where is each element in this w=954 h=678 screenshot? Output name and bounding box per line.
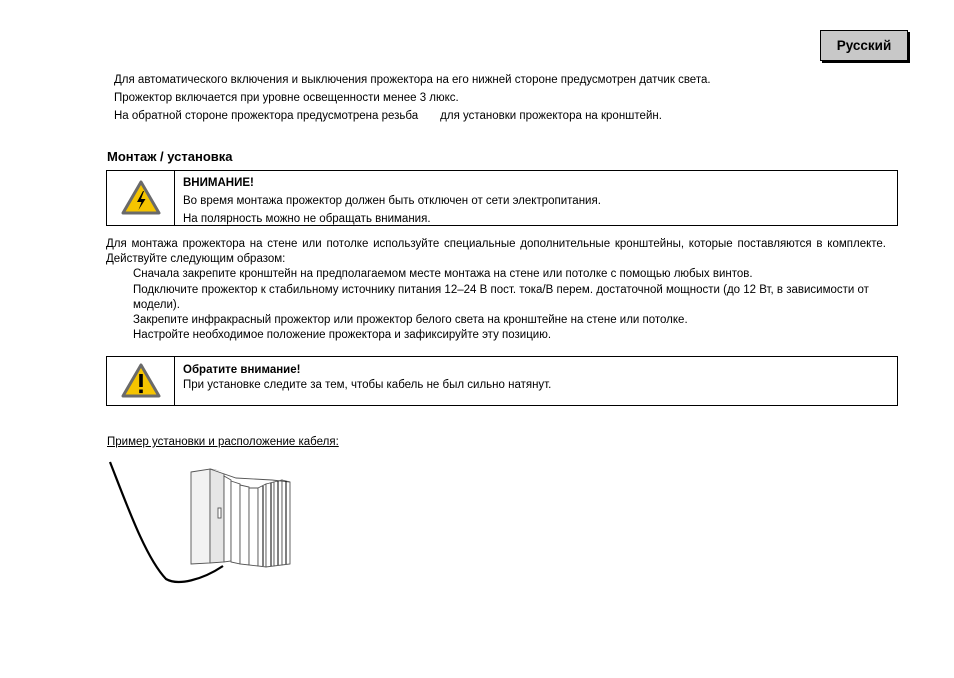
- example-caption: Пример установки и расположение кабеля:: [107, 436, 339, 448]
- note-title: Обратите внимание!: [183, 364, 301, 376]
- step-item: Настройте необходимое положение прожектора и зафиксируйте эту позицию.: [133, 329, 552, 342]
- intro-line-3-part-2: для установки прожектора на кронштейн.: [440, 110, 662, 122]
- instructions-intro: Для монтажа прожектора на стене или потолке используйте специальные дополнительные кронштейны, которые поставляются в комплекте. Действуйте следующим образом:: [106, 238, 886, 266]
- intro-line-2: Прожектор включается при уровне освещенности менее 3 люкс.: [114, 92, 459, 104]
- step-item: Подключите прожектор к стабильному источнику питания 12–24 В пост. тока/В перем. достаточной мощности (до 12 Вт, в зависимости от модели).: [133, 283, 869, 311]
- note-line-1: При установке следите за тем, чтобы кабель не был сильно натянут.: [183, 379, 552, 391]
- lightning-warning-icon: [121, 180, 161, 216]
- warning-line-2: На полярность можно не обращать внимания.: [183, 213, 431, 225]
- language-badge: Русский: [820, 30, 908, 61]
- step-item: Закрепите инфракрасный прожектор или прожектор белого света на кронштейне на стене или потолке.: [133, 314, 688, 327]
- step-item: Сначала закрепите кронштейн на предполагаемом месте монтажа на стене или потолке с помощью любых винтов.: [133, 268, 753, 281]
- note-box: [106, 356, 898, 406]
- intro-line-3-part-1: На обратной стороне прожектора предусмотрена резьба: [114, 110, 419, 122]
- warning-box: [106, 170, 898, 226]
- spotlight-body: [191, 469, 290, 567]
- intro-line-3: [114, 109, 894, 124]
- intro-line-1: Для автоматического включения и выключения прожектора на его нижней стороне предусмотрен датчик света.: [114, 74, 711, 86]
- warning-title: ВНИМАНИЕ!: [183, 177, 254, 189]
- warning-line-1: Во время монтажа прожектор должен быть отключен от сети электропитания.: [183, 195, 601, 207]
- note-icon-cell: [107, 357, 175, 405]
- warning-icon-cell: [107, 171, 175, 225]
- exclamation-warning-icon: [121, 363, 161, 399]
- intro-text: [114, 73, 894, 127]
- installation-illustration: [106, 458, 306, 588]
- steps-list: [106, 267, 886, 343]
- section-heading: Монтаж / установка: [107, 149, 233, 164]
- instructions: [106, 237, 886, 343]
